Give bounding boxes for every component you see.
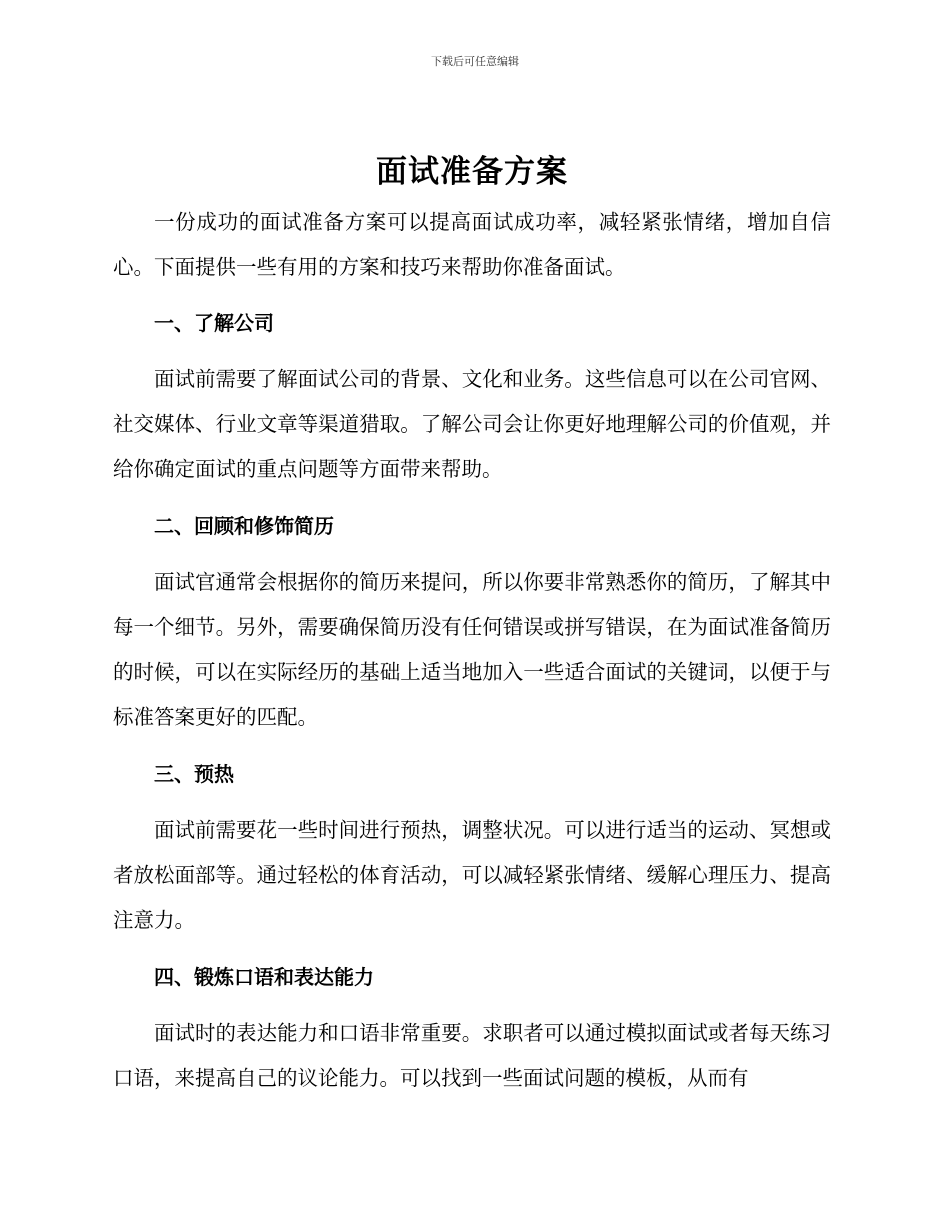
section-heading-resume: 二、回顾和修饰简历 (154, 514, 334, 538)
header-note: 下载后可任意编辑 (431, 55, 519, 68)
section-body-warmup: 面试前需要花一些时间进行预热，调整状况。可以进行适当的运动、冥想或者放松面部等。通过轻松的体育活动，可以减轻紧张情绪、缓解心理压力、提高注意力。 (113, 818, 831, 932)
document-body (113, 150, 831, 1113)
document-title: 面试准备方案 (376, 154, 568, 190)
intro-paragraph: 一份成功的面试准备方案可以提高面试成功率，减轻紧张情绪，增加自信心。下面提供一些有用的方案和技巧来帮助你准备面试。 (113, 210, 831, 279)
section-body-speaking: 面试时的表达能力和口语非常重要。求职者可以通过模拟面试或者每天练习口语，来提高自己的议论能力。可以找到一些面试问题的模板，从而有 (113, 1021, 831, 1090)
section-heading-warmup: 三、预热 (154, 762, 234, 786)
section-body-company: 面试前需要了解面试公司的背景、文化和业务。这些信息可以在公司官网、社交媒体、行业文章等渠道猎取。了解公司会让你更好地理解公司的价值观，并给你确定面试的重点问题等方面带来帮助。 (113, 367, 831, 481)
section-heading-speaking: 四、锻炼口语和表达能力 (154, 965, 374, 989)
section-body-resume: 面试官通常会根据你的简历来提问，所以你要非常熟悉你的简历，了解其中每一个细节。另外，需要确保简历没有任何错误或拼写错误，在为面试准备简历的时候，可以在实际经历的基础上适当地加入一些适合面试的关键词，以便于与标准答案更好的匹配。 (113, 570, 831, 729)
section-heading-company: 一、了解公司 (154, 311, 274, 335)
